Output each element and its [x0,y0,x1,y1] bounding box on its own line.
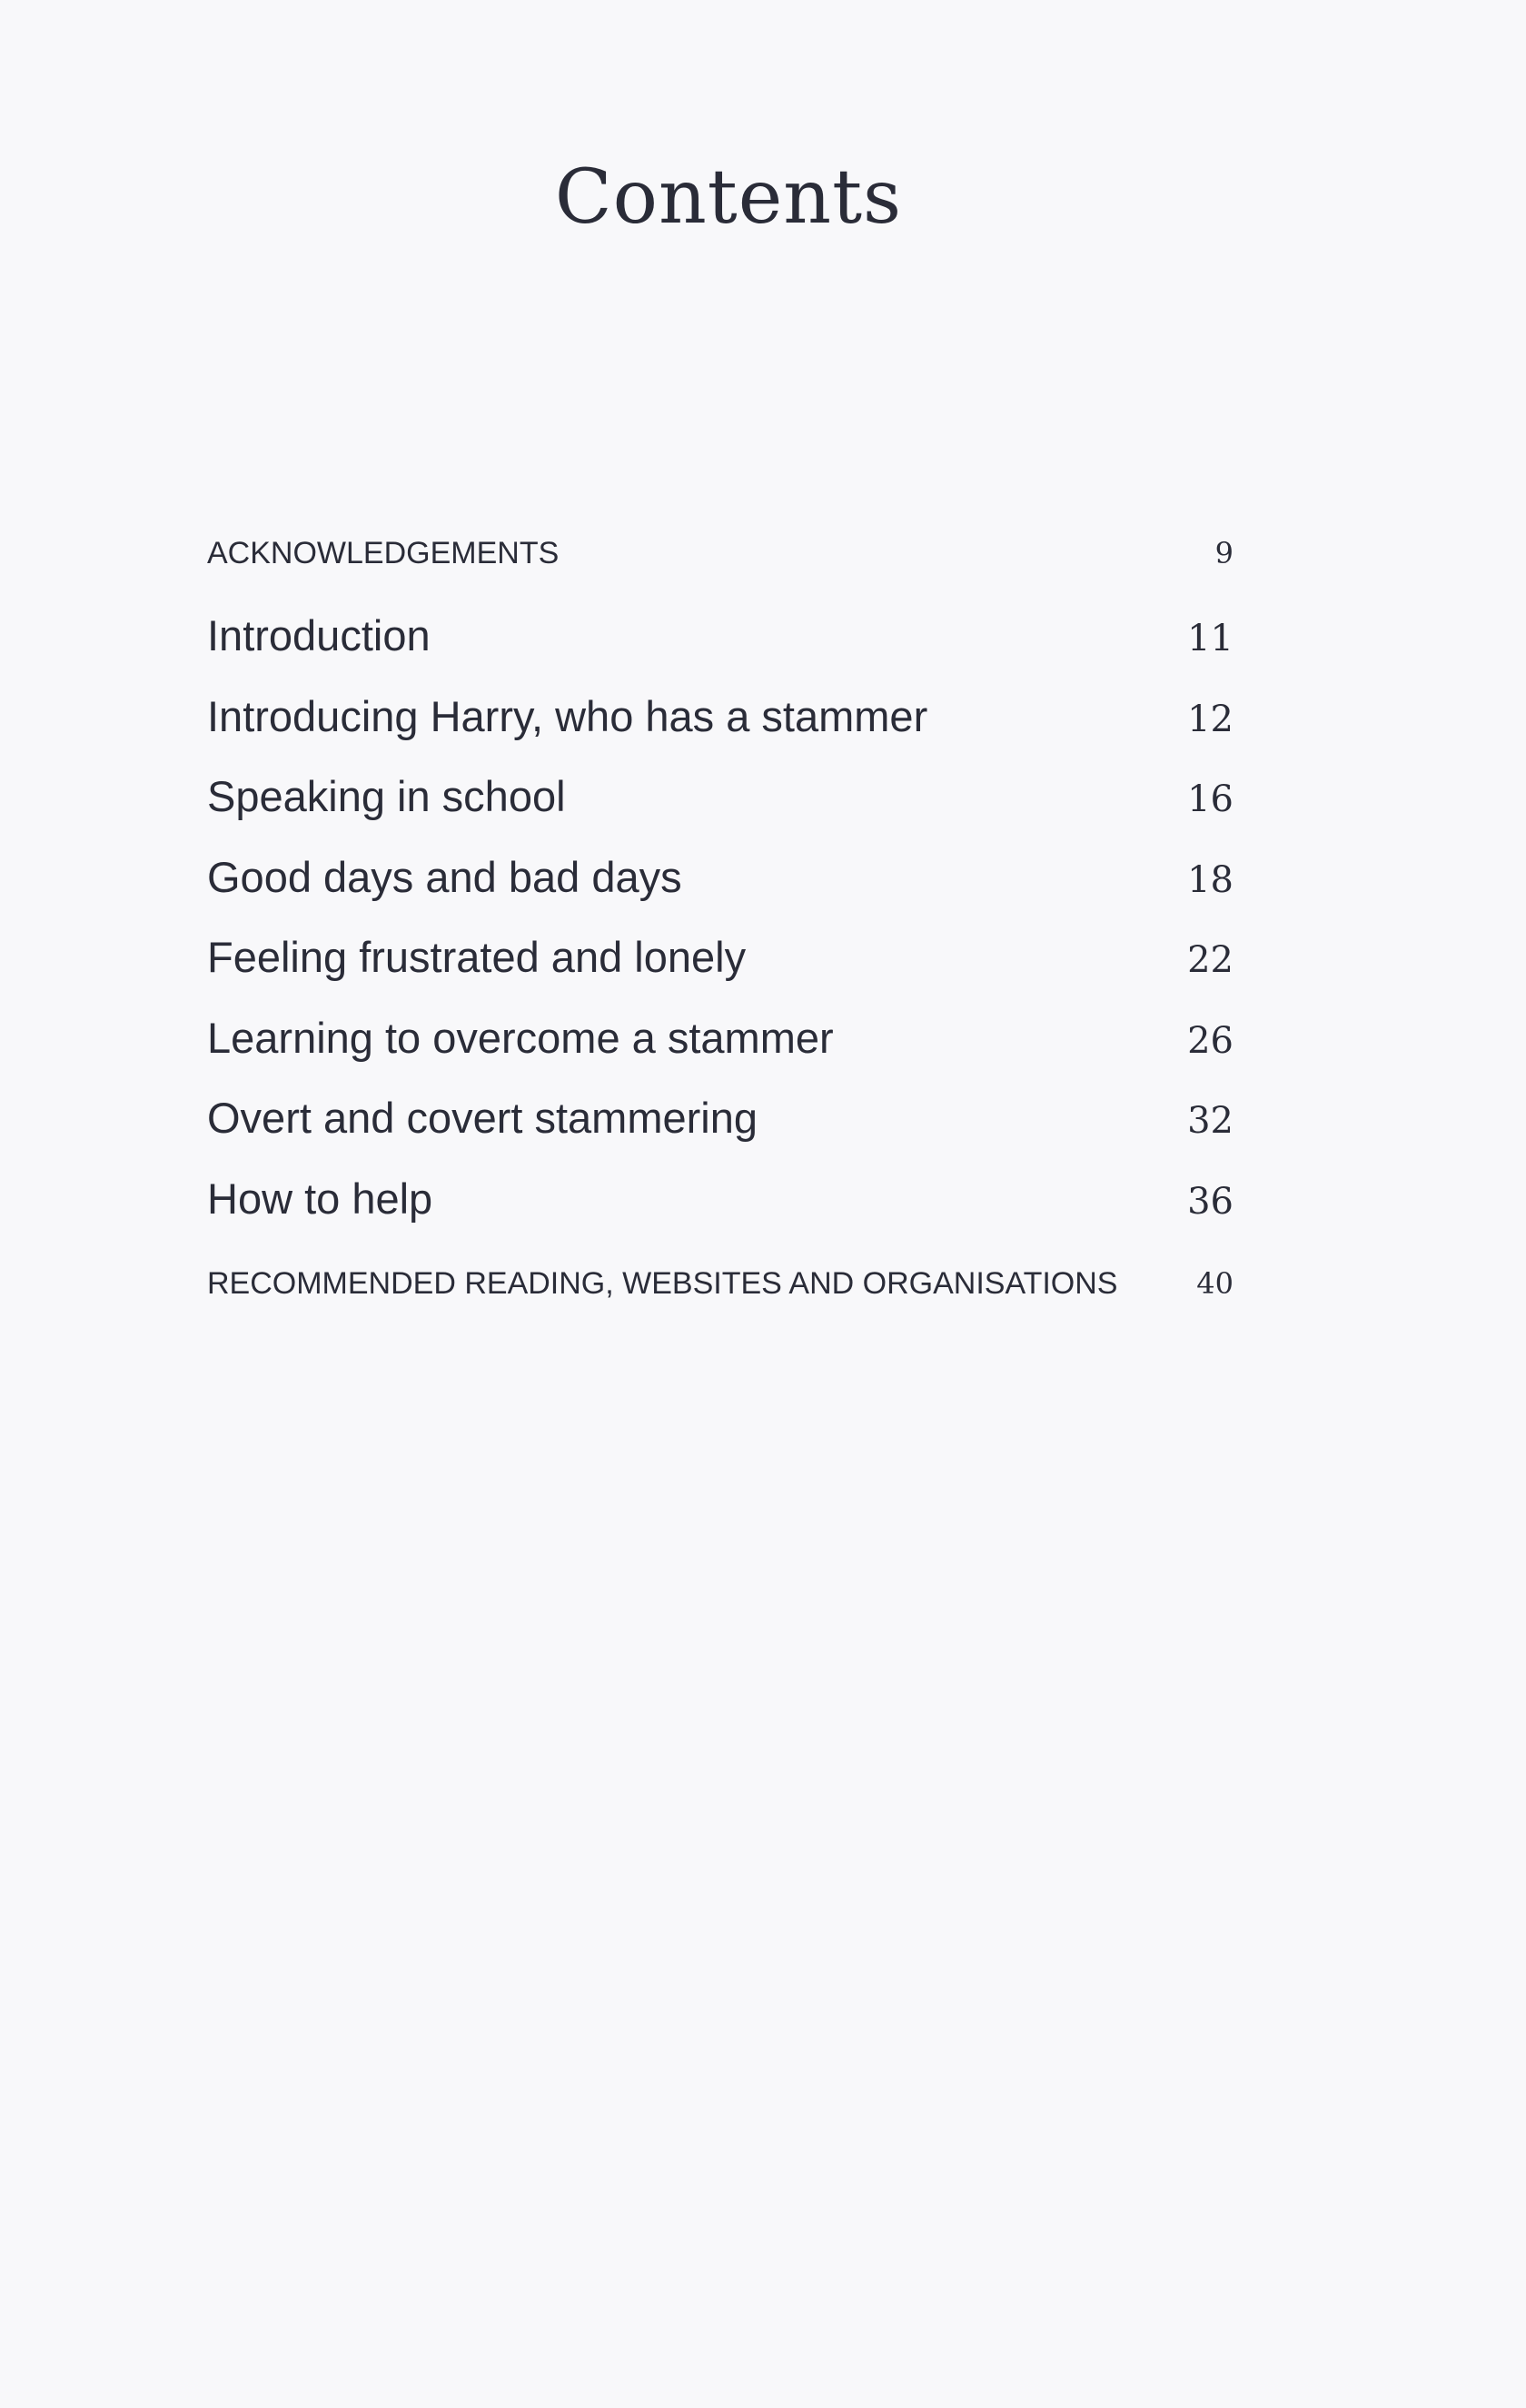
toc-entry-good-days-bad-days [207,852,1234,933]
toc-entry-label: How to help [207,1174,433,1223]
toc-entry-label: ACKNOWLEDGEMENTS [207,536,560,570]
toc-entry-learning-to-overcome [207,1013,1234,1094]
toc-entry-page: 12 [1187,698,1234,740]
toc-entry-label: Introduction [207,611,431,659]
toc-entry-page: 26 [1187,1019,1234,1062]
toc-entry-label: Good days and bad days [207,852,682,901]
toc-entry-feeling-frustrated [207,932,1234,1013]
toc-entry-acknowledgements [207,536,1234,605]
toc-entry-recommended-reading [207,1266,1234,1335]
toc-entry-label: RECOMMENDED READING, WEBSITES AND ORGANISATIONS [207,1266,1118,1301]
toc-entry-speaking-in-school [207,771,1234,852]
toc-entry-overt-covert [207,1093,1234,1174]
toc-entry-label: Overt and covert stammering [207,1094,758,1142]
toc-entry-page: 32 [1187,1100,1234,1142]
toc-entry-introducing-harry [207,691,1234,772]
table-of-contents [207,536,1234,1335]
toc-entry-page: 16 [1187,778,1234,820]
toc-entry-label: Introducing Harry, who has a stammer [207,691,928,740]
toc-entry-label: Speaking in school [207,772,566,820]
toc-entry-page: 11 [1187,618,1234,659]
toc-entry-label: Learning to overcome a stammer [207,1013,834,1062]
toc-entry-page: 22 [1187,939,1234,981]
page-title: Contents [554,154,903,241]
toc-entry-page: 36 [1187,1180,1234,1223]
toc-entry-page: 18 [1187,858,1234,901]
toc-entry-page: 9 [1214,536,1234,570]
toc-entry-introduction [207,610,1234,691]
toc-entry-label: Feeling frustrated and lonely [207,933,747,981]
toc-entry-how-to-help [207,1174,1234,1254]
toc-entry-page: 40 [1196,1266,1234,1301]
